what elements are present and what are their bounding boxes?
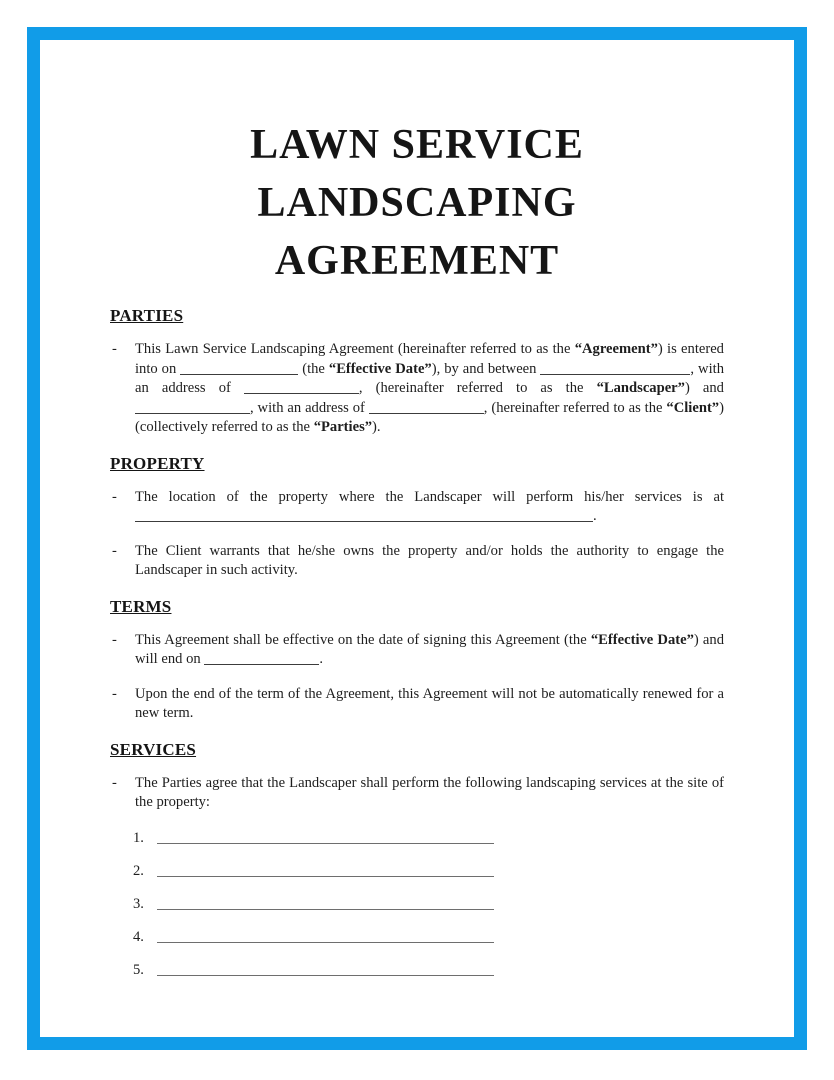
document-title xyxy=(110,116,724,290)
service-line-number: 4. xyxy=(133,928,144,945)
text-run: ), by and between xyxy=(431,360,541,377)
text-run: ) (collectively referred to as the xyxy=(135,399,724,435)
fill-in-blank xyxy=(135,399,250,414)
bullet-item xyxy=(110,631,724,670)
text-run: The location of the property where the Landscaper will perform his/her services is at xyxy=(135,488,724,505)
paragraph-text xyxy=(135,340,724,438)
fill-in-blank xyxy=(180,360,298,375)
text-run: The Parties agree that the Landscaper shall perform the following landscaping services at the site of the property: xyxy=(135,774,724,810)
bullet-dash: - xyxy=(112,774,117,791)
section-services xyxy=(110,740,724,981)
text-run: This Lawn Service Landscaping Agreement (hereinafter referred to as the xyxy=(135,341,575,357)
defined-term: “Effective Date” xyxy=(590,631,694,648)
text-run: The Client warrants that he/she owns the property and/or holds the authority to engage the Landscaper in such activity. xyxy=(135,542,724,578)
section-body-property xyxy=(110,488,724,581)
defined-term: “Landscaper” xyxy=(596,380,685,396)
service-line-number: 1. xyxy=(133,829,144,846)
paragraph-text xyxy=(135,542,724,581)
service-line-item xyxy=(133,829,724,849)
paragraph-text xyxy=(135,488,724,527)
text-run: ). xyxy=(372,419,381,435)
section-body-terms xyxy=(110,631,724,724)
service-fill-in-blank xyxy=(157,928,494,943)
defined-term: “Parties” xyxy=(313,419,373,435)
fill-in-blank xyxy=(204,650,319,665)
bullet-dash: - xyxy=(112,631,117,648)
text-run: Upon the end of the term of the Agreement, this Agreement will not be automatically renewed for a new term. xyxy=(135,685,724,721)
services-numbered-list xyxy=(110,829,724,981)
text-run: ) and will end on xyxy=(135,631,725,667)
paragraph-text xyxy=(135,631,724,670)
bullet-dash: - xyxy=(112,341,117,357)
title-line-3: AGREEMENT xyxy=(274,238,560,284)
bullet-dash: - xyxy=(112,488,117,505)
bullet-item xyxy=(110,685,724,724)
document-page xyxy=(40,40,794,1037)
bullet-dash: - xyxy=(112,685,117,702)
bullet-dash: - xyxy=(112,542,117,559)
section-parties xyxy=(110,306,724,438)
fill-in-blank xyxy=(244,379,359,394)
paragraph-text xyxy=(135,685,724,724)
service-line-item xyxy=(133,895,724,915)
service-line-number: 3. xyxy=(133,895,144,912)
service-line-number: 2. xyxy=(133,862,144,879)
section-terms xyxy=(110,597,724,724)
fill-in-blank xyxy=(369,399,484,414)
section-heading-property: PROPERTY xyxy=(110,453,205,473)
page-border-frame xyxy=(27,27,807,1050)
bullet-item xyxy=(110,488,724,527)
fill-in-blank xyxy=(135,507,593,522)
section-body-parties xyxy=(110,340,724,438)
paragraph-text xyxy=(135,774,724,813)
service-line-item xyxy=(133,862,724,882)
text-run: , with an address of xyxy=(250,399,369,416)
text-run: ) and xyxy=(684,380,724,396)
section-body-services xyxy=(110,774,724,813)
section-heading-terms: TERMS xyxy=(110,596,172,616)
service-fill-in-blank xyxy=(157,829,494,844)
service-line-number: 5. xyxy=(133,961,144,978)
text-run: . xyxy=(319,651,323,667)
bullet-item xyxy=(110,340,724,438)
text-run: , (hereinafter referred to as the xyxy=(483,399,667,416)
title-line-1: LAWN SERVICE xyxy=(250,122,584,168)
defined-term: “Effective Date” xyxy=(328,360,432,377)
text-run: , with an address of xyxy=(135,360,724,396)
title-line-2: LANDSCAPING xyxy=(257,180,577,226)
text-run: . xyxy=(593,508,597,524)
fill-in-blank xyxy=(540,360,690,375)
bullet-item xyxy=(110,542,724,581)
service-fill-in-blank xyxy=(157,895,494,910)
bullet-item xyxy=(110,774,724,813)
text-run: , (hereinafter referred to as the xyxy=(358,380,597,396)
service-fill-in-blank xyxy=(157,862,494,877)
text-run: ) is entered into on xyxy=(135,341,724,377)
text-run: (the xyxy=(298,360,329,377)
defined-term: “Agreement” xyxy=(574,341,658,357)
text-run: This Agreement shall be effective on the date of signing this Agreement (the xyxy=(135,631,591,648)
section-property xyxy=(110,454,724,581)
section-heading-parties: PARTIES xyxy=(110,306,184,325)
service-line-item xyxy=(133,961,724,981)
service-line-item xyxy=(133,928,724,948)
defined-term: “Client” xyxy=(666,399,720,416)
section-heading-services: SERVICES xyxy=(110,739,197,759)
service-fill-in-blank xyxy=(157,961,494,976)
